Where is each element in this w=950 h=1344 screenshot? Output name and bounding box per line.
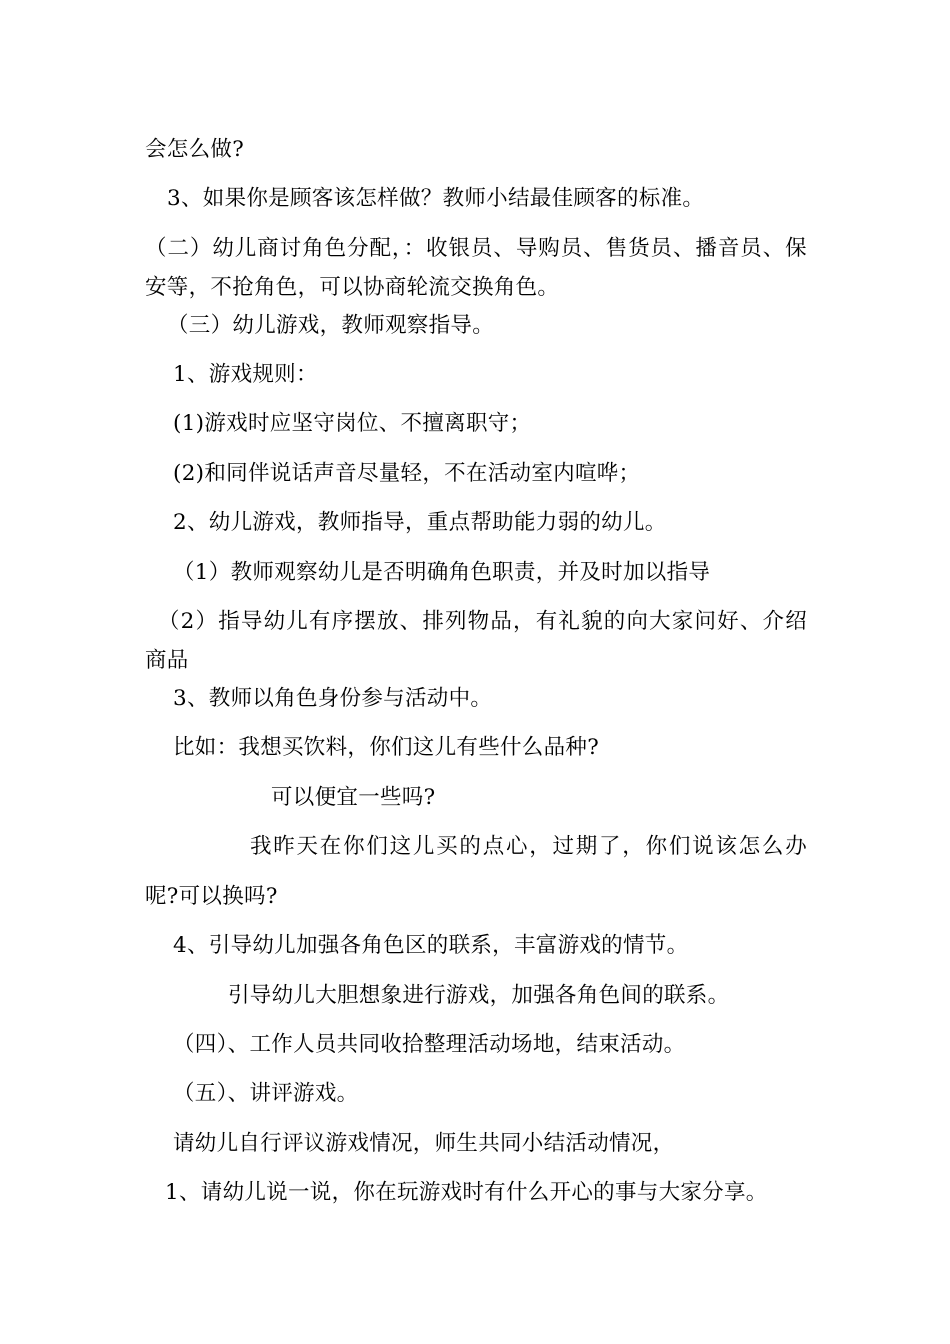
text-line-11: （2）指导幼儿有序摆放、排列物品，有礼貌的向大家问好、介绍: [158, 609, 807, 634]
text-line-10: （1）教师观察幼儿是否明确角色职责，并及时加以指导: [173, 560, 711, 585]
text-line-2: 3、如果你是顾客该怎样做？教师小结最佳顾客的标准。: [167, 186, 705, 211]
text-line-17: 呢?可以换吗?: [145, 884, 278, 909]
text-line-18: 4、引导幼儿加强各角色区的联系，丰富游戏的情节。: [173, 933, 689, 958]
text-line-22: 请幼儿自行评议游戏情况，师生共同小结活动情况，: [173, 1131, 675, 1156]
text-line-8: (2)和同伴说话声音尽量轻，不在活动室内喧哗；: [173, 461, 641, 486]
text-line-1: 会怎么做?: [145, 137, 245, 162]
text-line-15: 可以便宜一些吗?: [271, 785, 436, 810]
text-line-20: （四）、工作人员共同收拾整理活动场地，结束活动。: [173, 1032, 686, 1057]
text-line-9: 2、幼儿游戏，教师指导，重点帮助能力弱的幼儿。: [173, 510, 667, 535]
text-line-16: 我昨天在你们这儿买的点心，过期了，你们说该怎么办: [250, 834, 807, 859]
text-line-5: （三）幼儿游戏，教师观察指导。: [167, 313, 495, 338]
text-line-14: 比如：我想买饮料，你们这儿有些什么品种?: [173, 735, 600, 760]
text-line-6: 1、游戏规则：: [173, 362, 318, 387]
text-line-21: （五）、讲评游戏。: [173, 1081, 359, 1106]
text-line-19: 引导幼儿大胆想象进行游戏，加强各角色间的联系。: [228, 983, 730, 1008]
text-line-7: (1)游戏时应坚守岗位、不擅离职守；: [173, 411, 532, 436]
text-line-4: 安等，不抢角色，可以协商轮流交换角色。: [145, 275, 560, 300]
text-line-23: 1、请幼儿说一说，你在玩游戏时有什么开心的事与大家分享。: [165, 1180, 768, 1205]
text-line-12: 商品: [145, 648, 189, 673]
text-line-3: （二）幼儿商讨角色分配，：收银员、导购员、售货员、播音员、保: [145, 236, 807, 261]
text-line-13: 3、教师以角色身份参与活动中。: [173, 686, 493, 711]
